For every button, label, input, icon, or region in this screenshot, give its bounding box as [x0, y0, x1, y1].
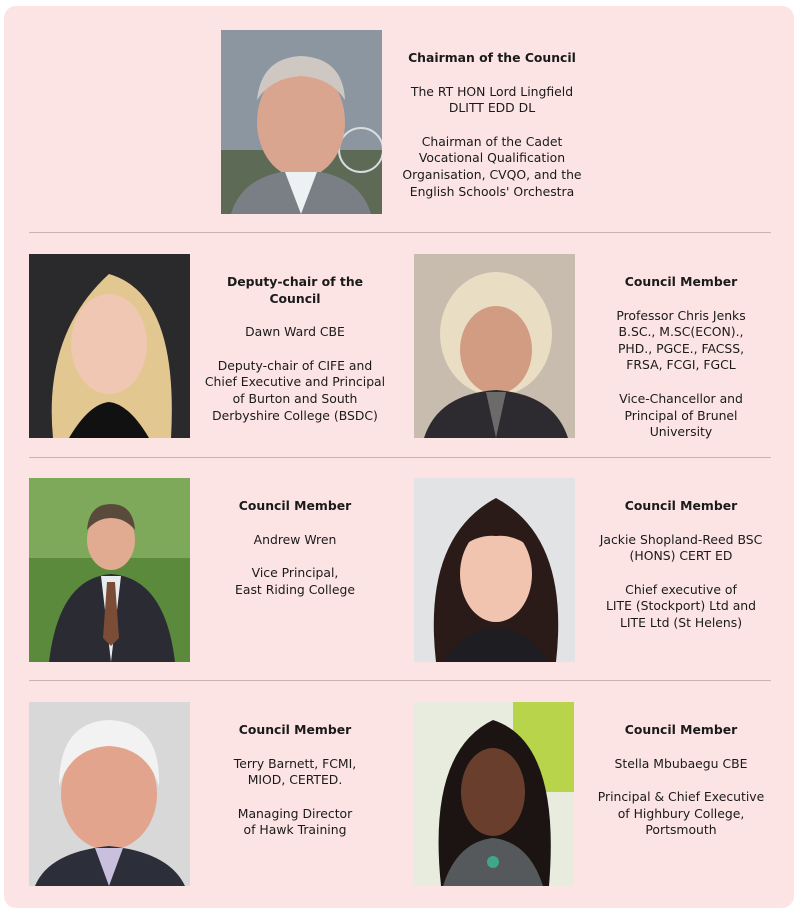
chairman-portrait [221, 30, 382, 214]
divider [29, 232, 771, 233]
member-name: Andrew Wren [253, 531, 337, 547]
member-info [586, 274, 776, 441]
member-description: Deputy-chair of CIFE and Chief Executive and Principal of Burton and South Derbyshire College (BSDC) [204, 357, 386, 423]
member-portrait [414, 254, 575, 438]
member-portrait [29, 702, 190, 886]
member-role: Council Member [624, 722, 738, 737]
member-portrait [29, 478, 190, 662]
member-name: The RT HON Lord Lingfield DLITT EDD DL [410, 83, 574, 116]
member-description: Principal & Chief Executive of Highbury College, Portsmouth [597, 789, 765, 838]
member-info [200, 722, 390, 839]
member-portrait [29, 254, 190, 438]
chairman-info [392, 50, 592, 200]
member-portrait [414, 478, 575, 662]
member-description: Vice-Chancellor and Principal of Brunel University [619, 390, 743, 440]
member-portrait [413, 702, 574, 886]
member-info [200, 274, 390, 424]
member-role: Council Member [624, 498, 738, 513]
divider [29, 680, 771, 681]
member-name: Professor Chris Jenks B.SC., M.SC(ECON)., PHD., PGCE., FACSS, FRSA, FCGI, FGCL [616, 307, 746, 373]
member-name: Dawn Ward CBE [245, 324, 345, 340]
member-name: Stella Mbubaegu CBE [614, 755, 748, 771]
member-role: Council Member [238, 498, 352, 513]
member-role: Council Member [624, 274, 738, 289]
member-description: Vice Principal, East Riding College [235, 565, 355, 597]
member-description: Chief executive of LITE (Stockport) Ltd and LITE Ltd (St Helens) [605, 581, 757, 630]
member-role: Deputy-chair of the Council [226, 274, 364, 306]
member-info [586, 498, 776, 632]
divider [29, 457, 771, 458]
member-role: Council Member [238, 722, 352, 737]
member-description: Chairman of the Cadet Vocational Qualification Organisation, CVQO, and the English Schools' Orchestra [402, 133, 582, 199]
member-role: Chairman of the Council [408, 50, 576, 65]
member-info [586, 722, 776, 839]
member-name: Terry Barnett, FCMI, MIOD, CERTED. [233, 755, 357, 788]
member-name: Jackie Shopland-Reed BSC (HONS) CERT ED [599, 531, 763, 564]
member-info [200, 498, 390, 598]
member-description: Managing Director of Hawk Training [237, 805, 353, 838]
